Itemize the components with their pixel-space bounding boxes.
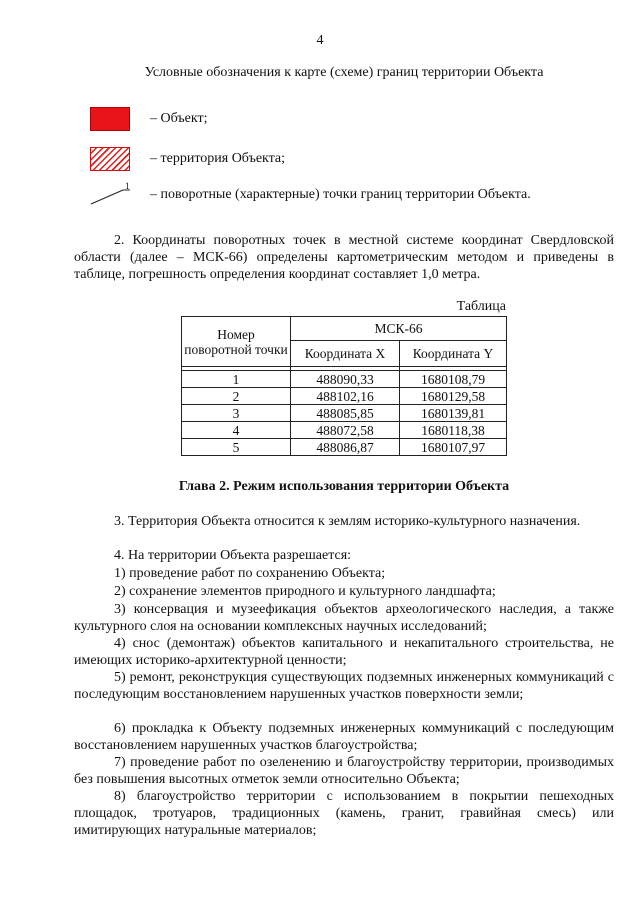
cell-point-number: 2 bbox=[182, 388, 291, 405]
cell-x: 488090,33 bbox=[291, 371, 400, 388]
cell-y: 1680139,81 bbox=[400, 405, 507, 422]
cell-x: 488072,58 bbox=[291, 422, 400, 439]
table-row bbox=[182, 405, 507, 422]
list-item: 2) сохранение элементов природного и культурного ландшафта; bbox=[114, 584, 496, 599]
legend-label: – Объект; bbox=[150, 111, 208, 126]
list-item: 8) благоустройство территории с использованием в покрытии пешеходных площадок, тротуаров, традиционных (камень, гранит, гравийная смесь) или имитирующих натуральные материалов; bbox=[74, 789, 614, 838]
paragraph-2: 2. Координаты поворотных точек в местной системе координат Свердловской области (далее – МСК-66) определены картометрическим методом и приведены в таблице, погрешность определения координат составляет 1,0 метра. bbox=[74, 233, 614, 282]
cell-x: 488086,87 bbox=[291, 439, 400, 456]
chapter-title: Глава 2. Режим использования территории Объекта bbox=[178, 479, 510, 494]
cell-point-number: 4 bbox=[182, 422, 291, 439]
legend-item-boundary-points bbox=[90, 182, 531, 208]
legend-item-territory bbox=[90, 146, 285, 172]
table-row bbox=[182, 371, 507, 388]
boundary-point-svg bbox=[90, 183, 130, 207]
boundary-point-line-icon bbox=[90, 183, 130, 207]
cell-point-number: 1 bbox=[182, 371, 291, 388]
page-number: 4 bbox=[316, 33, 324, 48]
header-y: Координата Y bbox=[400, 341, 507, 367]
legend-item-object bbox=[90, 106, 207, 132]
table-row bbox=[182, 439, 507, 456]
cell-y: 1680108,79 bbox=[400, 371, 507, 388]
boundary-point-marker: 1 bbox=[125, 181, 130, 191]
cell-x: 488085,85 bbox=[291, 405, 400, 422]
table-row bbox=[182, 422, 507, 439]
paragraph-3: 3. Территория Объекта относится к землям историко-культурного назначения. bbox=[114, 514, 581, 529]
list-item: 5) ремонт, реконструкция существующих подземных инженерных коммуникаций с последующим восстановлением нарушенных участков поверхности земли; bbox=[74, 670, 614, 702]
list-item: 6) прокладка к Объекту подземных инженерных коммуникаций с последующим восстановлением нарушенных участков благоустройства; bbox=[74, 721, 614, 753]
header-coordinate-system: МСК-66 bbox=[291, 317, 507, 341]
table-caption: Таблица bbox=[456, 299, 506, 314]
legend-label: – территория Объекта; bbox=[150, 151, 286, 166]
paragraph-4: 4. На территории Объекта разрешается: bbox=[114, 548, 352, 563]
list-item: 7) проведение работ по озеленению и благоустройству территории, производимых без повышения высотных отметок земли относительно Объекта; bbox=[74, 755, 614, 787]
cell-point-number: 3 bbox=[182, 405, 291, 422]
legend-title: Условные обозначения к карте (схеме) границ территории Объекта bbox=[144, 65, 544, 80]
table-row bbox=[182, 388, 507, 405]
header-point-number: Номер поворотной точки bbox=[182, 317, 291, 367]
cell-y: 1680107,97 bbox=[400, 439, 507, 456]
list-item: 3) консервация и музеефикация объектов археологического наследия, а также культурного слоя на основании комплексных научных исследований; bbox=[74, 602, 614, 634]
cell-x: 488102,16 bbox=[291, 388, 400, 405]
red-filled-rectangle-icon bbox=[90, 107, 130, 131]
list-item: 4) снос (демонтаж) объектов капитального и некапитального строительства, не имеющих историко-архитектурной ценности; bbox=[74, 636, 614, 668]
coordinates-table bbox=[181, 316, 507, 456]
cell-y: 1680129,58 bbox=[400, 388, 507, 405]
cell-y: 1680118,38 bbox=[400, 422, 507, 439]
header-x: Координата X bbox=[291, 341, 400, 367]
list-item: 1) проведение работ по сохранению Объекта; bbox=[114, 566, 386, 581]
cell-point-number: 5 bbox=[182, 439, 291, 456]
red-hatched-rectangle-icon bbox=[90, 147, 130, 171]
legend-label: – поворотные (характерные) точки границ территории Объекта. bbox=[150, 187, 531, 202]
